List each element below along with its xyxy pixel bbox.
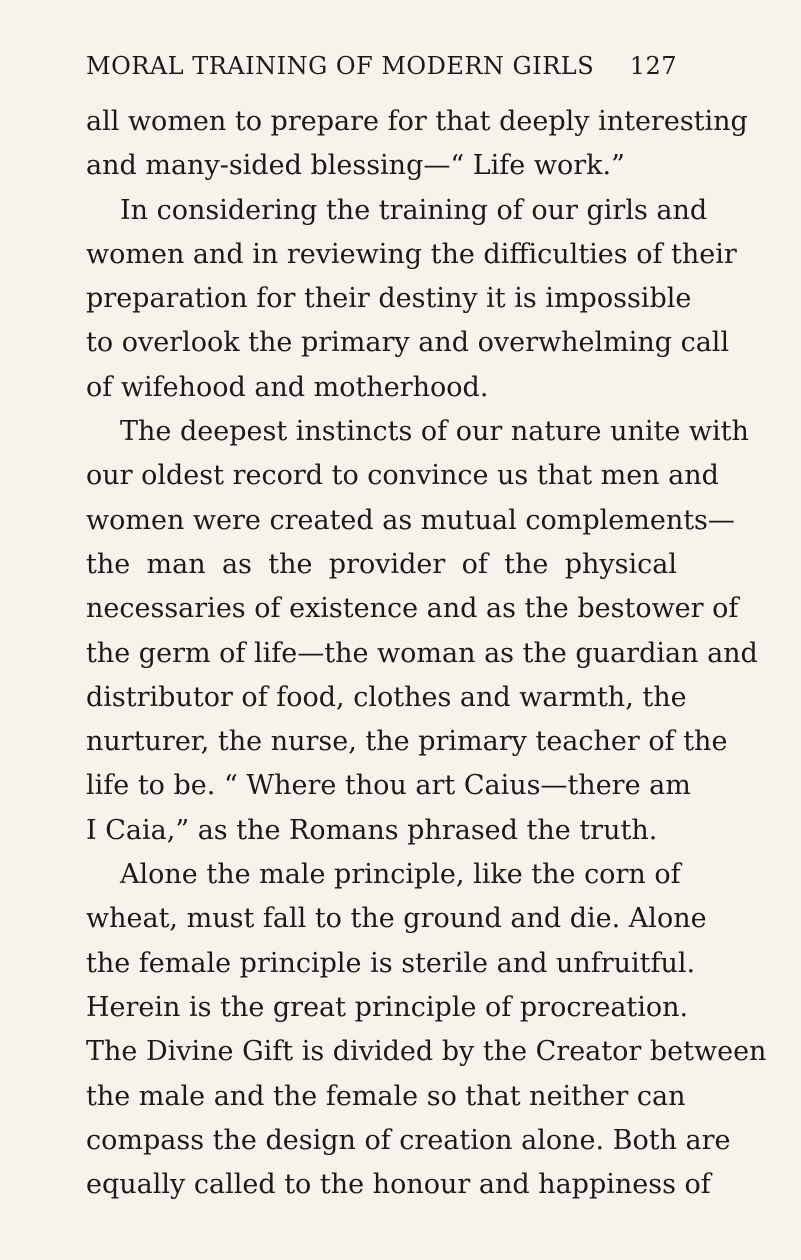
text-line: the man as the provider of the physical [86, 548, 677, 580]
text-line: necessaries of existence and as the bestower of [86, 593, 739, 625]
text-line: to overlook the primary and overwhelming call [86, 327, 730, 359]
text-line: The deepest instincts of our nature unite with [120, 416, 749, 448]
running-head [86, 52, 677, 88]
running-head-title: MORAL TRAINING OF MODERN GIRLS [86, 52, 595, 80]
text-line: preparation for their destiny it is impossible [86, 283, 692, 315]
text-line: the male and the female so that neither can [86, 1080, 686, 1112]
text-line: distributor of food, clothes and warmth, the [86, 681, 687, 713]
text-line: equally called to the honour and happiness of [86, 1169, 711, 1201]
text-line: the germ of life—the woman as the guardian and [86, 637, 758, 669]
text-line: women were created as mutual complements— [86, 504, 735, 536]
text-line: life to be. “ Where thou art Caius—there am [86, 770, 691, 802]
body-text [86, 100, 767, 1207]
page-number: 127 [629, 52, 677, 80]
text-line: compass the design of creation alone. Both are [86, 1124, 731, 1156]
text-line: women and in reviewing the difficulties of their [86, 238, 737, 270]
text-line: In considering the training of our girls and [120, 194, 708, 226]
text-line: nurturer, the nurse, the primary teacher of the [86, 726, 728, 758]
text-line: and many-sided blessing—“ Life work.” [86, 150, 625, 182]
text-line: Alone the male principle, like the corn of [120, 859, 681, 891]
text-line: wheat, must fall to the ground and die. Alone [86, 903, 707, 935]
text-line: The Divine Gift is divided by the Creator between [86, 1036, 767, 1068]
text-line: the female principle is sterile and unfruitful. [86, 947, 696, 979]
text-line: Herein is the great principle of procreation. [86, 991, 689, 1023]
text-line: all women to prepare for that deeply interesting [86, 106, 748, 137]
text-line: our oldest record to convince us that men and [86, 460, 719, 492]
text-line: of wifehood and motherhood. [86, 371, 489, 403]
text-line: I Caia,” as the Romans phrased the truth. [86, 814, 658, 846]
